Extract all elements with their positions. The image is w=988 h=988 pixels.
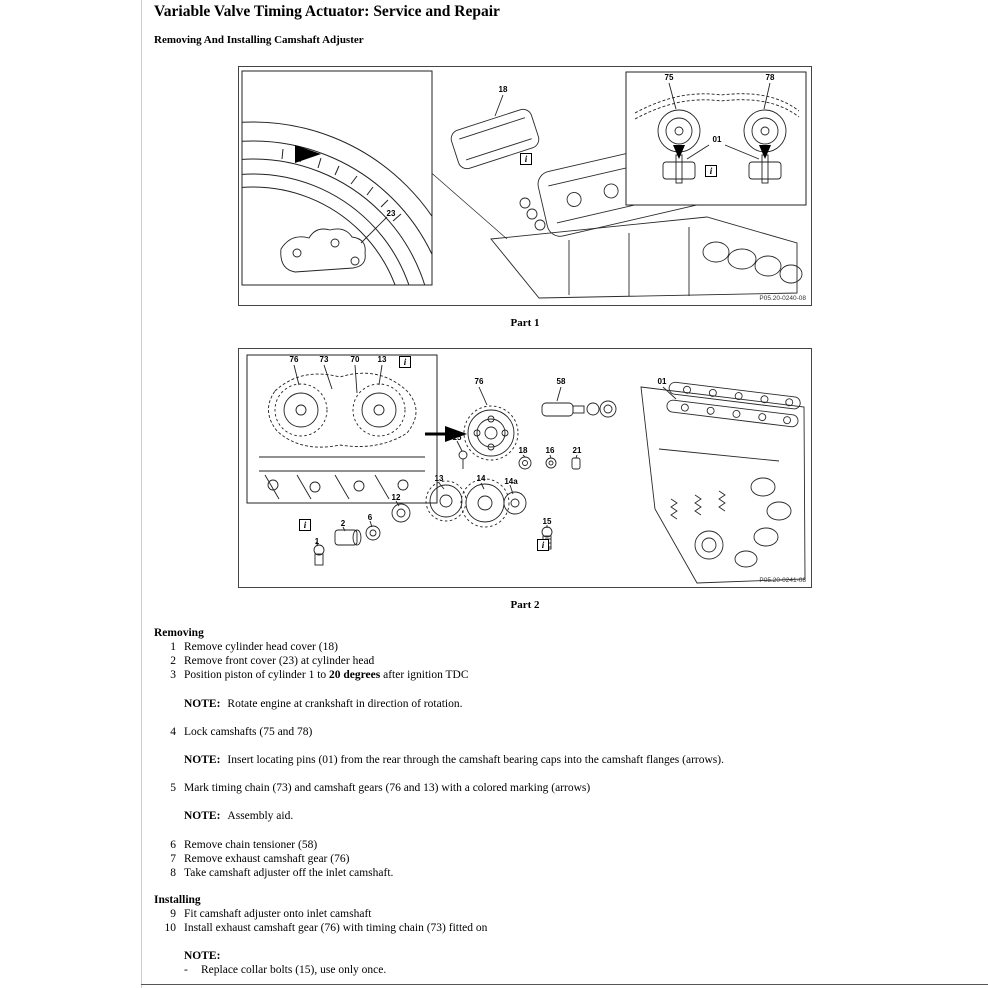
installing-heading: Installing xyxy=(154,894,201,907)
callout-13b: 13 xyxy=(434,474,444,483)
note-text: Replace collar bolts (15), use only once. xyxy=(201,963,387,976)
page-bottom-border xyxy=(141,984,988,985)
info-icon: i xyxy=(399,356,411,368)
step-5 xyxy=(154,781,844,795)
step-text-pre: Position piston of cylinder 1 to xyxy=(184,669,330,682)
note-locating-pins xyxy=(184,753,844,767)
note-label: NOTE: xyxy=(184,697,221,710)
step-number: 8 xyxy=(170,867,176,880)
timing-chain-inset xyxy=(247,355,437,503)
callout-13: 13 xyxy=(377,355,387,364)
step-number: 1 xyxy=(170,641,176,653)
engine-diagram-part1 xyxy=(239,67,811,305)
figure-ref: P05.20-0241-08 xyxy=(759,577,806,584)
section-subtitle: Removing And Installing Camshaft Adjuster xyxy=(154,34,364,46)
info-icon: i xyxy=(537,539,549,551)
info-icon: i xyxy=(299,519,311,531)
note-text: Rotate engine at crankshaft in direction of rotation. xyxy=(227,697,463,710)
info-icon: i xyxy=(520,153,532,165)
step-4 xyxy=(154,725,844,739)
page-title: Variable Valve Timing Actuator: Service and Repair xyxy=(154,3,500,20)
installing-section xyxy=(154,893,844,977)
step-number: 3 xyxy=(170,669,176,682)
step-text: Remove chain tensioner (58) xyxy=(184,838,318,851)
step-8 xyxy=(154,866,844,880)
callout-23: 23 xyxy=(386,209,396,218)
callout-75: 75 xyxy=(664,73,674,82)
callout-78: 78 xyxy=(765,73,775,82)
figure-part2-wrap xyxy=(238,348,812,612)
callout-1: 1 xyxy=(314,537,320,546)
note-assembly-aid xyxy=(184,809,844,823)
callout-15b: 15 xyxy=(542,517,552,526)
note-text: Assembly aid. xyxy=(227,810,294,823)
step-number: 2 xyxy=(170,655,176,668)
page-left-border xyxy=(141,0,142,988)
step-number: 9 xyxy=(170,908,176,921)
callout-76b: 76 xyxy=(474,377,484,386)
note-bullet: - xyxy=(184,963,188,976)
info-icon: i xyxy=(705,165,717,177)
callout-21: 21 xyxy=(572,446,582,455)
step-text: Install exhaust camshaft gear (76) with timing chain (73) fitted on xyxy=(184,922,488,935)
step-3 xyxy=(154,668,844,682)
note-label-line xyxy=(184,949,844,963)
engine-diagram-part2 xyxy=(239,349,811,587)
installing-note xyxy=(184,949,844,977)
step-number: 6 xyxy=(170,838,176,851)
step-7 xyxy=(154,852,844,866)
callout-15: 15 xyxy=(452,433,462,442)
callout-14a: 14a xyxy=(504,477,518,486)
step-1 xyxy=(154,640,844,654)
callout-2: 2 xyxy=(340,519,346,528)
callout-6: 6 xyxy=(367,513,373,522)
figure-part1-wrap xyxy=(238,66,812,330)
note-label: NOTE: xyxy=(184,949,221,962)
callout-18: 18 xyxy=(518,446,528,455)
step-text: Mark timing chain (73) and camshaft gears (76 and 13) with a colored marking (arrows) xyxy=(184,782,591,795)
step-text: Remove front cover (23) at cylinder head xyxy=(184,655,375,668)
callout-70: 70 xyxy=(350,355,360,364)
step-text-bold: 20 degrees xyxy=(329,669,381,682)
step-9 xyxy=(154,907,844,921)
callout-73: 73 xyxy=(319,355,329,364)
callout-01: 01 xyxy=(657,377,667,386)
callout-76: 76 xyxy=(289,355,299,364)
step-number: 5 xyxy=(170,782,176,795)
step-text: Take camshaft adjuster off the inlet camshaft. xyxy=(184,867,394,880)
callout-14: 14 xyxy=(476,474,486,483)
step-10 xyxy=(154,921,844,935)
step-text xyxy=(184,668,469,682)
note-rotate-engine xyxy=(184,697,844,711)
callout-18: 18 xyxy=(498,85,508,94)
figure-caption-part1: Part 1 xyxy=(510,317,540,329)
callout-16: 16 xyxy=(545,446,555,455)
removing-heading: Removing xyxy=(154,627,204,639)
figure-part2 xyxy=(238,348,812,588)
crank-pulley-inset xyxy=(239,71,470,305)
removing-section xyxy=(154,626,844,880)
step-number: 4 xyxy=(170,725,176,738)
step-text-post: after ignition TDC xyxy=(380,669,469,682)
engine-block-drawing xyxy=(641,382,805,583)
callout-12: 12 xyxy=(391,493,401,502)
step-number: 10 xyxy=(164,922,176,935)
step-text: Lock camshafts (75 and 78) xyxy=(184,725,313,738)
step-number: 7 xyxy=(170,852,176,865)
step-text: Remove exhaust camshaft gear (76) xyxy=(184,852,350,865)
step-6 xyxy=(154,838,844,852)
step-text: Fit camshaft adjuster onto inlet camshaft xyxy=(184,908,372,921)
callout-01: 01 xyxy=(712,135,722,144)
note-label: NOTE: xyxy=(184,810,221,823)
note-text: Insert locating pins (01) from the rear through the camshaft bearing caps into the camshaft flanges (arrows). xyxy=(227,754,724,767)
callout-58: 58 xyxy=(556,377,566,386)
figure-caption-part2: Part 2 xyxy=(510,599,540,611)
figure-part1 xyxy=(238,66,812,306)
figure-ref: P05.20-0240-08 xyxy=(759,295,806,302)
step-text: Remove cylinder head cover (18) xyxy=(184,641,338,653)
note-label: NOTE: xyxy=(184,754,221,767)
step-2 xyxy=(154,654,844,668)
note-bullet-line xyxy=(184,963,844,977)
document-page xyxy=(154,0,844,977)
